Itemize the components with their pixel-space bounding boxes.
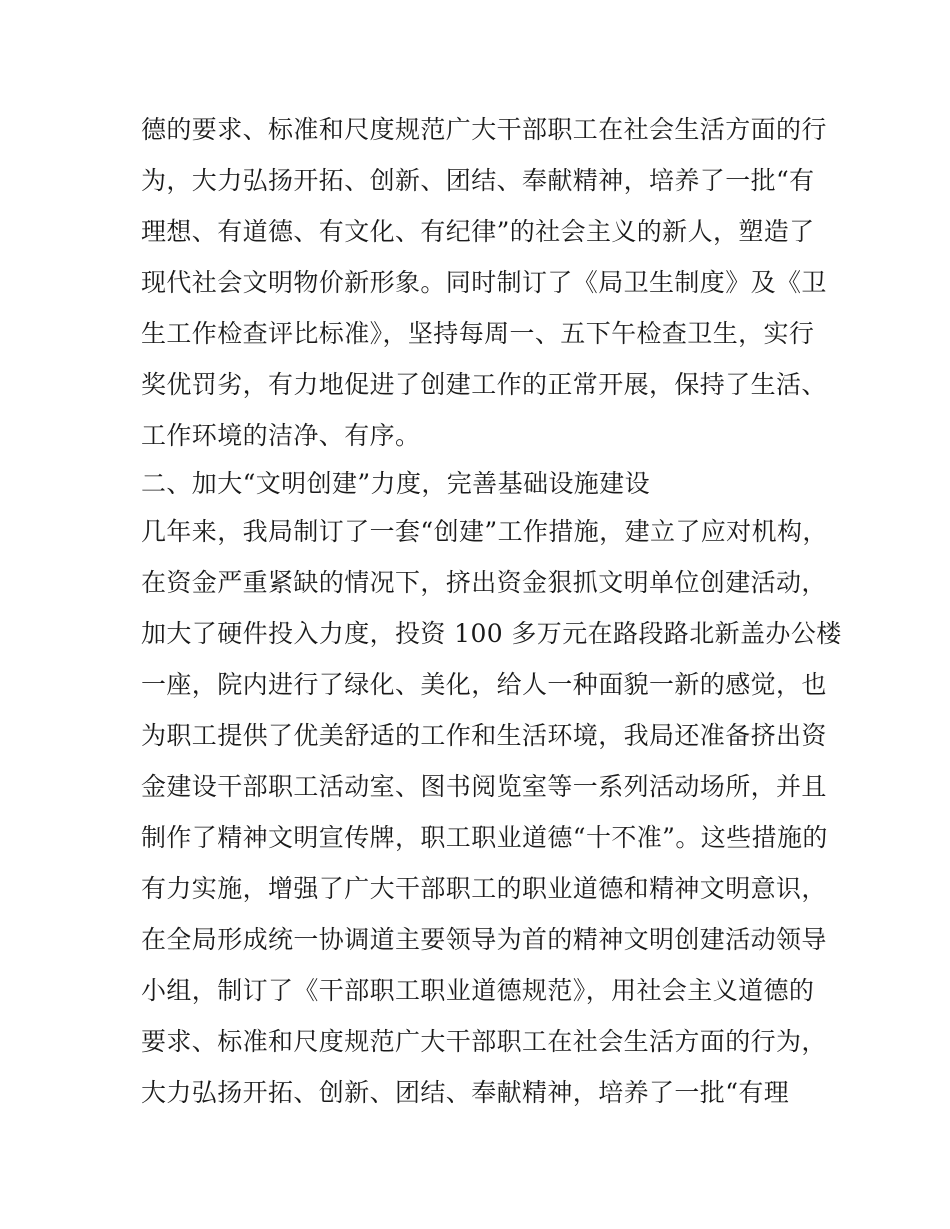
section-heading: 二、加大“文明创建”力度，完善基础设施建设 (141, 469, 650, 498)
text-line-1: 德的要求、标准和尺度规范广大干部职工在社会生活方面的行 (141, 115, 827, 144)
text-line-12: 一座，院内进行了绿化、美化，给人一种面貌一新的感觉，也 (141, 670, 827, 699)
text-line-19: 要求、标准和尺度规范广大干部职工在社会生活方面的行为， (141, 1027, 827, 1056)
text-line-6: 奖优罚劣，有力地促进了创建工作的正常开展，保持了生活、 (141, 370, 827, 399)
text-line-15: 制作了精神文明宣传牌，职工职业道德“十不准”。这些措施的 (141, 823, 828, 852)
text-line-13: 为职工提供了优美舒适的工作和生活环境，我局还准备挤出资 (141, 721, 827, 750)
text-line-14: 金建设干部职工活动室、图书阅览室等一系列活动场所，并且 (141, 772, 827, 801)
text-line-5: 生工作检查评比标准》，坚持每周一、五下午检查卫生，实行 (141, 319, 815, 348)
text-line-7: 工作环境的洁净、有序。 (141, 421, 421, 450)
text-line-20: 大力弘扬开拓、创新、团结、奉献精神，培养了一批“有理 (141, 1078, 790, 1107)
text-line-2: 为，大力弘扬开拓、创新、团结、奉献精神，培养了一批“有 (141, 166, 815, 195)
text-line-3: 理想、有道德、有文化、有纪律”的社会主义的新人，塑造了 (141, 217, 815, 246)
text-line-11: 加大了硬件投入力度，投资 100 多万元在路段路北新盖办公楼 (141, 619, 842, 648)
text-line-9: 几年来，我局制订了一套“创建”工作措施，建立了应对机构， (141, 517, 828, 546)
text-line-10: 在资金严重紧缺的情况下，挤出资金狠抓文明单位创建活动， (141, 568, 827, 597)
text-line-17: 在全局形成统一协调道主要领导为首的精神文明创建活动领导 (141, 925, 827, 954)
text-line-16: 有力实施，增强了广大干部职工的职业道德和精神文明意识， (141, 874, 827, 903)
body-text (141, 104, 842, 1118)
text-line-4: 现代社会文明物价新形象。同时制订了《局卫生制度》及《卫 (141, 268, 827, 297)
text-line-18: 小组，制订了《干部职工职业道德规范》，用社会主义道德的 (141, 976, 815, 1005)
